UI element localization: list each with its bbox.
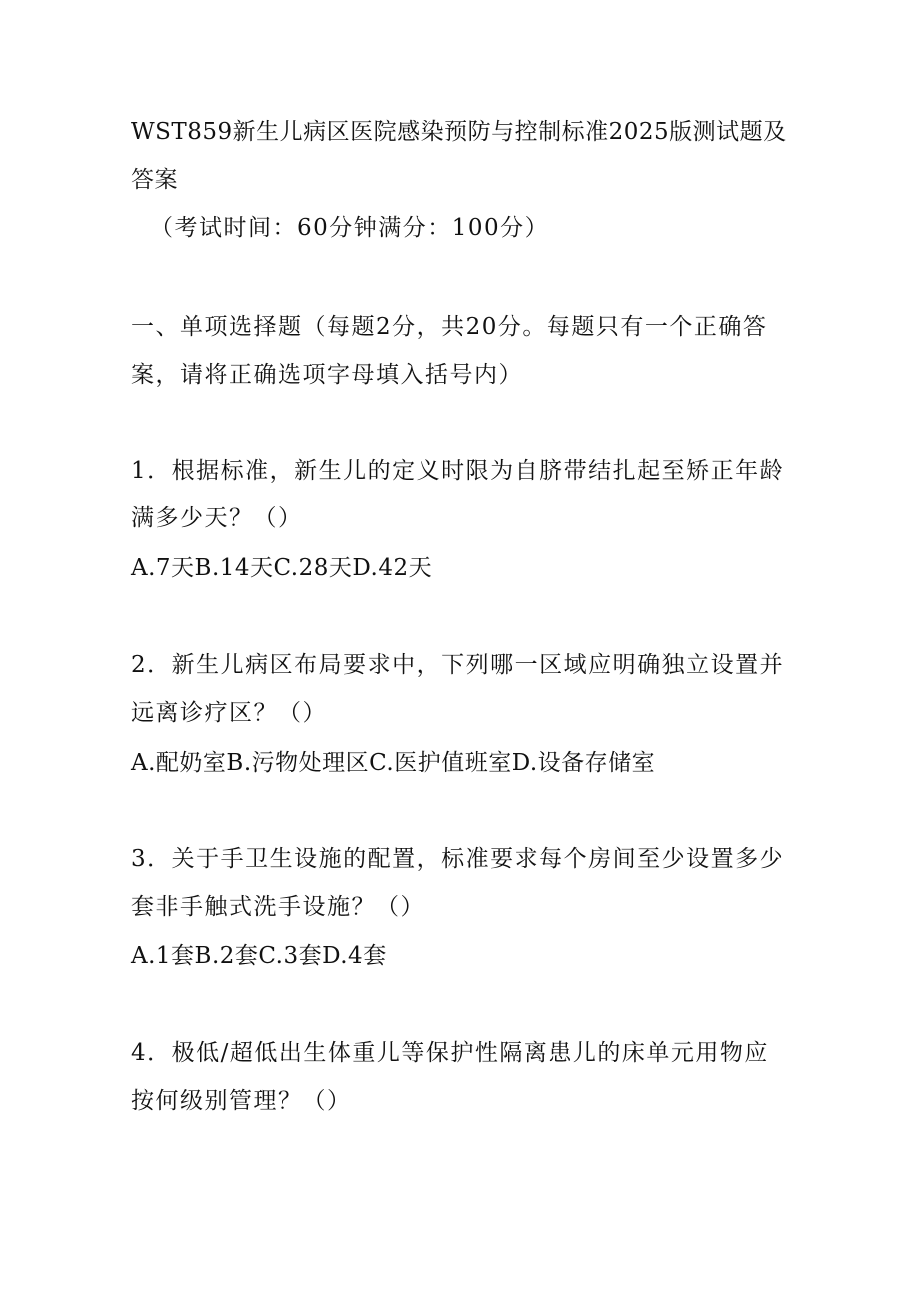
question-2-options: A.配奶室B.污物处理区C.医护值班室D.设备存储室 xyxy=(131,750,656,776)
document-title-line-1: WST859新生儿病区医院感染预防与控制标准2025版测试题及 xyxy=(131,119,787,145)
question-1-options: A.7天B.14天C.28天D.42天 xyxy=(131,555,433,581)
document-title-line-2: 答案 xyxy=(131,167,178,193)
question-1-line-2: 满多少天？（） xyxy=(131,505,303,531)
section-heading-line-1: 一、单项选择题（每题2分，共20分。每题只有一个正确答 xyxy=(131,314,768,340)
question-3-line-1: 3．关于手卫生设施的配置，标准要求每个房间至少设置多少 xyxy=(131,846,785,872)
section-heading-line-2: 案，请将正确选项字母填入括号内） xyxy=(131,362,523,388)
question-3-options: A.1套B.2套C.3套D.4套 xyxy=(131,943,387,969)
question-3-line-2: 套非手触式洗手设施？（） xyxy=(131,894,425,920)
question-4-line-2: 按何级别管理？（） xyxy=(131,1088,352,1114)
question-1-line-1: 1．根据标准，新生儿的定义时限为自脐带结扎起至矫正年龄 xyxy=(131,458,785,484)
question-4-line-1: 4．极低/超低出生体重儿等保护性隔离患儿的床单元用物应 xyxy=(131,1040,769,1066)
question-2-line-1: 2．新生儿病区布局要求中，下列哪一区域应明确独立设置并 xyxy=(131,652,785,678)
question-2-line-2: 远离诊疗区？（） xyxy=(131,700,327,726)
exam-info: （考试时间：60分钟满分：100分） xyxy=(150,215,550,241)
